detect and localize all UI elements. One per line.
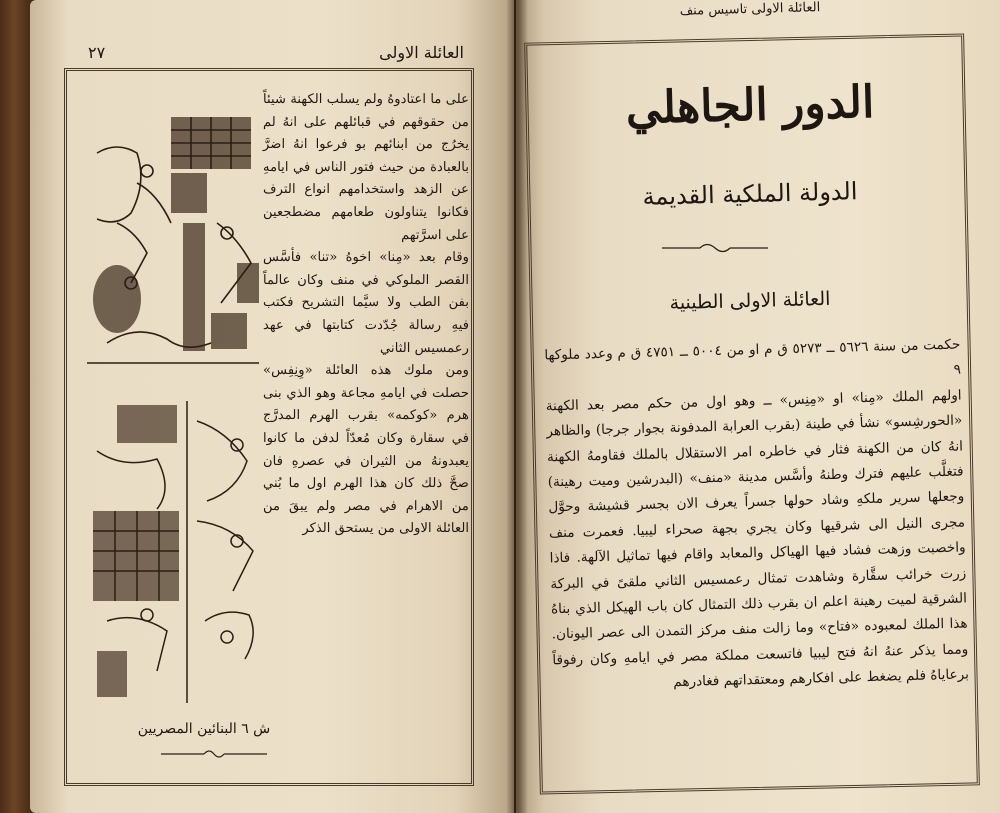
right-paragraph: اولهم الملك «مِنا» او «مِنِس» ــ وهو اول من حكم مصر بعد الكهنة «الحورشِسو» نشأ في طينة (بقرب العرابة المدفونة بجوار جرجا) والظاهر انهُ كان من الكهنة فثار في خاطره امر الاستقلال بالملك فقاومهُ الكهنة فتغلَّب عليهم فترك وطنهُ وأسَّس مدينة «منف» (البدرشين وميت رهينة) وجعلها سرير ملكهِ وشاد حولها جسراً يعرف الان بجسر قشيشة وحوَّل مجرى النيل الى شرقيها وكان يجري بجهة صحراء ليبيا. فعمرت منف واخصبت وزهت فشاد فيها الهياكل والمعابد واقام فيها تماثيل الآلهة. فاذا زرت خرائب سقَّارة وشاهدت تمثال رعمسيس الثاني ملقىً في البركة الشرقية لميت رهينة اعلم ان بقرب ذلك التمثال كان باب الهيكل الذي بناهُ هذا الملك لمعبوده «فتاح» وما زالت منف مركز التمدن الى عصر اليونان. ومما يذكر عنهُ انهُ فتح ليبيا فاتسعت مملكة مصر في ايامهِ وكان رفوقاً برعاياهُ فلم يضغط على افكارهم ومعتقداتهم فغادرهم <box>545 387 970 691</box>
right-running-head: العائلة الاولى تاسيس منف <box>679 0 821 19</box>
kingdom-title: الدولة الملكية القديمة <box>642 177 858 211</box>
left-paragraph: وقام بعد «مِنا» اخوهُ «تنا» فأسَّس القصر الملوكي في منف وكان عالماً بفن الطب ولا سيَّما التشريح فكتب فيهِ رسالة جُدّدت كتابتها في عهد رعمسيس الثاني <box>263 250 469 356</box>
right-body-text <box>544 333 969 699</box>
left-running-head <box>30 40 470 64</box>
left-paragraph: على ما اعتادوهُ ولم يسلب الكهنة شيئاً من حقوقهم في قبائلهم على انهُ لم يخرُج من ابنائهم بو فرعوا انهُ اضرَّ بالعبادة من حيث فتور الناس في ايامهِ عن الزهد واستخدامهم انواع الترف فكانوا يتناولون طعامهم مضطجعين على اسرَّتهم <box>263 92 469 243</box>
builders-illustration-top <box>87 113 259 377</box>
period-title: الدور الجاهلي <box>625 76 875 135</box>
left-paragraph: ومن ملوك هذه العائلة «وِنِفِس» حصلت في ايامهِ مجاعة وهو الذي بنى هرم «كوكمه» بقرب الهرم المدرَّج في سقارة وكان مُعدّاً لدفن ما كانوا يعبدونهُ من الثيران في عصرهِ فان صحَّ ذلك كان هذا الهرم اول ما بُني من الاهرام في مصر ولم يبقَ من العائلة الاولى من يستحق الذكر <box>263 363 469 537</box>
dynasty-title: العائلة الاولى الطينية <box>669 287 831 315</box>
left-running-title: العائلة الاولى <box>379 43 464 62</box>
left-text-frame <box>64 68 474 786</box>
page-number: ٢٧ <box>88 43 106 62</box>
book-gutter <box>506 0 528 813</box>
ornament-flourish <box>159 747 269 761</box>
builders-illustration-bottom <box>87 401 259 703</box>
ornament-flourish <box>660 240 770 256</box>
figure-caption: ش ٦ البنائين المصريين <box>137 721 271 737</box>
right-paragraph: حكمت من سنة ٥٦٢٦ ــ ٥٢٧٣ ق م او من ٥٠٠٤ ــ ٤٧٥١ ق م وعدد ملوكها ٩ <box>544 336 962 379</box>
left-body-text <box>263 89 469 541</box>
